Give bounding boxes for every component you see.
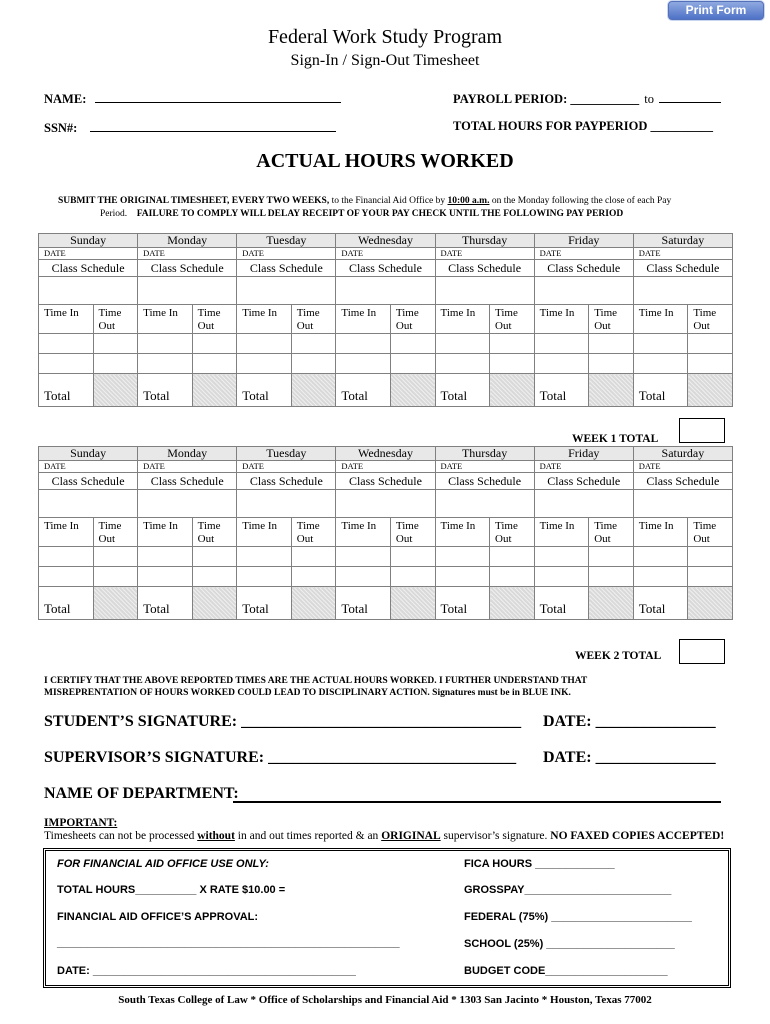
week2-time-out-input-tuesday[interactable] bbox=[291, 547, 336, 567]
important-text-3: supervisor’s signature. bbox=[440, 830, 551, 842]
school-field[interactable]: SCHOOL (25%) _____________________ bbox=[464, 938, 675, 950]
week2-total-input-monday[interactable] bbox=[192, 587, 237, 620]
supervisor-signature-field[interactable]: SUPERVISOR’S SIGNATURE: _______________________________ bbox=[44, 749, 517, 766]
payroll-end-input[interactable] bbox=[659, 90, 721, 103]
student-date-field[interactable]: DATE: _______________ bbox=[543, 713, 716, 730]
week2-time-in-input-sunday[interactable] bbox=[39, 547, 94, 567]
office-total-hours-field[interactable]: TOTAL HOURS__________ X RATE $10.00 = bbox=[57, 884, 286, 896]
week2-time-out-input-monday[interactable] bbox=[192, 547, 237, 567]
week1-day-sunday: Sunday bbox=[39, 234, 138, 248]
week1-time-in-input-sunday[interactable] bbox=[39, 354, 94, 374]
week1-date-sunday[interactable]: DATE bbox=[39, 248, 138, 260]
week2-time-in-input-friday[interactable] bbox=[534, 567, 589, 587]
week1-class-schedule-input-saturday[interactable] bbox=[633, 277, 732, 305]
week2-total-label-wednesday: Total bbox=[336, 587, 391, 620]
week2-class-schedule-input-tuesday[interactable] bbox=[237, 490, 336, 518]
week1-total-input-monday[interactable] bbox=[192, 374, 237, 407]
week2-time-in-input-friday[interactable] bbox=[534, 547, 589, 567]
week2-time-in-input-sunday[interactable] bbox=[39, 567, 94, 587]
week1-time-out-label-monday: Time Out bbox=[192, 305, 237, 334]
week2-time-out-input-sunday[interactable] bbox=[93, 547, 138, 567]
week1-time-in-input-tuesday[interactable] bbox=[237, 354, 292, 374]
week1-time-in-input-saturday[interactable] bbox=[633, 354, 688, 374]
week2-date-wednesday[interactable]: DATE bbox=[336, 461, 435, 473]
week2-time-out-input-wednesday[interactable] bbox=[390, 547, 435, 567]
week2-class-schedule-label-thursday: Class Schedule bbox=[435, 473, 534, 490]
week2-total-label-friday: Total bbox=[534, 587, 589, 620]
week2-time-in-label-monday: Time In bbox=[138, 518, 193, 547]
week1-time-in-label-sunday: Time In bbox=[39, 305, 94, 334]
week2-time-out-label-thursday: Time Out bbox=[490, 518, 535, 547]
week2-class-schedule-input-friday[interactable] bbox=[534, 490, 633, 518]
week2-time-in-input-thursday[interactable] bbox=[435, 567, 490, 587]
week1-total-label-friday: Total bbox=[534, 374, 589, 407]
week1-class-schedule-input-monday[interactable] bbox=[138, 277, 237, 305]
week1-time-in-label-friday: Time In bbox=[534, 305, 589, 334]
form-subtitle: Sign-In / Sign-Out Timesheet bbox=[290, 52, 480, 69]
week2-time-in-label-sunday: Time In bbox=[39, 518, 94, 547]
week2-time-in-input-thursday[interactable] bbox=[435, 547, 490, 567]
important-original: ORIGINAL bbox=[381, 830, 441, 842]
week2-time-out-label-sunday: Time Out bbox=[93, 518, 138, 547]
important-text-2: in and out times reported & an bbox=[234, 830, 382, 842]
week2-time-out-input-thursday[interactable] bbox=[490, 547, 535, 567]
instructions-deadline: 10:00 a.m. bbox=[447, 196, 490, 206]
week2-time-out-label-monday: Time Out bbox=[192, 518, 237, 547]
week1-total-input-thursday[interactable] bbox=[490, 374, 535, 407]
week1-time-out-label-thursday: Time Out bbox=[490, 305, 535, 334]
important-no-fax: NO FAXED COPIES ACCEPTED! bbox=[550, 830, 725, 842]
week2-time-in-input-wednesday[interactable] bbox=[336, 567, 391, 587]
name-input[interactable] bbox=[95, 90, 341, 103]
week2-total-label-monday: Total bbox=[138, 587, 193, 620]
week1-day-thursday: Thursday bbox=[435, 234, 534, 248]
week1-class-schedule-input-tuesday[interactable] bbox=[237, 277, 336, 305]
week2-date-tuesday[interactable]: DATE bbox=[237, 461, 336, 473]
week2-time-in-input-monday[interactable] bbox=[138, 547, 193, 567]
week1-time-out-input-saturday[interactable] bbox=[688, 334, 733, 354]
week-1-total-label: WEEK 1 TOTAL bbox=[572, 433, 659, 445]
form-title: Federal Work Study Program bbox=[267, 26, 503, 48]
week1-date-tuesday[interactable]: DATE bbox=[237, 248, 336, 260]
name-field bbox=[44, 90, 341, 107]
week1-day-saturday: Saturday bbox=[633, 234, 732, 248]
week1-total-label-wednesday: Total bbox=[336, 374, 391, 407]
certification-text bbox=[44, 675, 744, 699]
week2-time-out-input-monday[interactable] bbox=[192, 567, 237, 587]
week2-time-out-input-thursday[interactable] bbox=[490, 567, 535, 587]
week1-time-out-input-saturday[interactable] bbox=[688, 354, 733, 374]
week1-day-wednesday: Wednesday bbox=[336, 234, 435, 248]
important-without: without bbox=[197, 830, 235, 842]
week2-day-monday: Monday bbox=[138, 447, 237, 461]
week2-time-out-label-saturday: Time Out bbox=[688, 518, 733, 547]
payroll-period-label: PAYROLL PERIOD: ___________ bbox=[453, 92, 640, 106]
week2-time-out-label-wednesday: Time Out bbox=[390, 518, 435, 547]
week1-time-in-input-monday[interactable] bbox=[138, 354, 193, 374]
week1-day-friday: Friday bbox=[534, 234, 633, 248]
week1-time-out-input-monday[interactable] bbox=[192, 354, 237, 374]
week1-time-in-input-saturday[interactable] bbox=[633, 334, 688, 354]
week-2-table bbox=[38, 446, 733, 620]
week2-total-input-thursday[interactable] bbox=[490, 587, 535, 620]
week1-time-in-label-thursday: Time In bbox=[435, 305, 490, 334]
important-text-1: Timesheets can not be processed bbox=[44, 830, 198, 842]
week2-date-saturday[interactable]: DATE bbox=[633, 461, 732, 473]
week1-total-input-saturday[interactable] bbox=[688, 374, 733, 407]
week1-total-input-sunday[interactable] bbox=[93, 374, 138, 407]
budget-code-field[interactable]: BUDGET CODE____________________ bbox=[464, 965, 668, 977]
week1-time-out-input-sunday[interactable] bbox=[93, 354, 138, 374]
week2-class-schedule-label-wednesday: Class Schedule bbox=[336, 473, 435, 490]
week2-date-sunday[interactable]: DATE bbox=[39, 461, 138, 473]
week1-class-schedule-label-thursday: Class Schedule bbox=[435, 260, 534, 277]
week1-date-monday[interactable]: DATE bbox=[138, 248, 237, 260]
instructions-bold-1: SUBMIT THE ORIGINAL TIMESHEET, EVERY TWO WEEKS, bbox=[58, 196, 330, 206]
week1-day-monday: Monday bbox=[138, 234, 237, 248]
week1-class-schedule-input-friday[interactable] bbox=[534, 277, 633, 305]
week2-class-schedule-label-saturday: Class Schedule bbox=[633, 473, 732, 490]
week1-class-schedule-input-thursday[interactable] bbox=[435, 277, 534, 305]
week1-time-out-label-tuesday: Time Out bbox=[291, 305, 336, 334]
week1-class-schedule-label-wednesday: Class Schedule bbox=[336, 260, 435, 277]
week1-time-out-input-thursday[interactable] bbox=[490, 334, 535, 354]
ssn-input[interactable] bbox=[90, 119, 336, 132]
week1-time-out-input-friday[interactable] bbox=[589, 354, 634, 374]
week2-total-input-saturday[interactable] bbox=[688, 587, 733, 620]
week1-time-in-input-wednesday[interactable] bbox=[336, 354, 391, 374]
week2-total-input-friday[interactable] bbox=[589, 587, 634, 620]
grosspay-field[interactable]: GROSSPAY________________________ bbox=[464, 884, 672, 896]
week1-class-schedule-label-friday: Class Schedule bbox=[534, 260, 633, 277]
week1-total-label-monday: Total bbox=[138, 374, 193, 407]
week1-time-in-input-thursday[interactable] bbox=[435, 334, 490, 354]
footer-address: South Texas College of Law * Office of Scholarships and Financial Aid * 1303 San Jacinto * Houston, Texas 77002 bbox=[118, 994, 652, 1006]
week2-class-schedule-label-tuesday: Class Schedule bbox=[237, 473, 336, 490]
week1-time-out-input-thursday[interactable] bbox=[490, 354, 535, 374]
payroll-period-field[interactable] bbox=[453, 90, 721, 107]
print-form-button[interactable]: Print Form bbox=[668, 1, 764, 20]
student-signature-field[interactable]: STUDENT’S SIGNATURE: ___________________________________ bbox=[44, 713, 522, 730]
week2-class-schedule-input-thursday[interactable] bbox=[435, 490, 534, 518]
week1-time-in-label-wednesday: Time In bbox=[336, 305, 391, 334]
week1-time-out-label-saturday: Time Out bbox=[688, 305, 733, 334]
week2-date-monday[interactable]: DATE bbox=[138, 461, 237, 473]
week2-day-wednesday: Wednesday bbox=[336, 447, 435, 461]
week-2-total-label: WEEK 2 TOTAL bbox=[575, 650, 662, 662]
week2-time-in-label-tuesday: Time In bbox=[237, 518, 292, 547]
office-approval-line[interactable]: ________________________________________________________ bbox=[57, 937, 400, 949]
week2-time-in-input-monday[interactable] bbox=[138, 567, 193, 587]
week1-time-in-input-thursday[interactable] bbox=[435, 354, 490, 374]
office-use-title: FOR FINANCIAL AID OFFICE USE ONLY: bbox=[57, 858, 269, 870]
week1-time-in-input-friday[interactable] bbox=[534, 354, 589, 374]
week2-total-input-tuesday[interactable] bbox=[291, 587, 336, 620]
week2-time-in-input-tuesday[interactable] bbox=[237, 547, 292, 567]
week1-time-in-input-sunday[interactable] bbox=[39, 334, 94, 354]
actual-hours-heading: ACTUAL HOURS WORKED bbox=[256, 150, 514, 172]
week2-time-out-input-friday[interactable] bbox=[589, 547, 634, 567]
week1-time-out-label-wednesday: Time Out bbox=[390, 305, 435, 334]
week2-time-out-input-saturday[interactable] bbox=[688, 547, 733, 567]
certification-line-1: I CERTIFY THAT THE ABOVE REPORTED TIMES ARE THE ACTUAL HOURS WORKED. I FURTHER UNDERSTAND THAT bbox=[44, 676, 588, 686]
week2-time-in-label-friday: Time In bbox=[534, 518, 589, 547]
week2-class-schedule-label-monday: Class Schedule bbox=[138, 473, 237, 490]
week-2-total-input[interactable] bbox=[679, 639, 725, 664]
week2-time-in-label-saturday: Time In bbox=[633, 518, 688, 547]
week1-total-label-thursday: Total bbox=[435, 374, 490, 407]
week1-total-label-sunday: Total bbox=[39, 374, 94, 407]
total-hours-payperiod-field[interactable]: TOTAL HOURS FOR PAYPERIOD __________ bbox=[453, 119, 713, 133]
week2-time-out-input-friday[interactable] bbox=[589, 567, 634, 587]
week2-time-in-input-saturday[interactable] bbox=[633, 567, 688, 587]
week1-class-schedule-label-sunday: Class Schedule bbox=[39, 260, 138, 277]
week1-time-out-label-sunday: Time Out bbox=[93, 305, 138, 334]
week2-time-in-label-wednesday: Time In bbox=[336, 518, 391, 547]
week1-time-out-input-tuesday[interactable] bbox=[291, 334, 336, 354]
instructions-line-2 bbox=[100, 209, 740, 219]
week1-class-schedule-label-tuesday: Class Schedule bbox=[237, 260, 336, 277]
ssn-field bbox=[44, 119, 336, 136]
week1-time-out-input-wednesday[interactable] bbox=[390, 334, 435, 354]
week2-class-schedule-label-friday: Class Schedule bbox=[534, 473, 633, 490]
week1-time-in-label-tuesday: Time In bbox=[237, 305, 292, 334]
week1-date-saturday[interactable]: DATE bbox=[633, 248, 732, 260]
week2-time-out-label-friday: Time Out bbox=[589, 518, 634, 547]
week1-class-schedule-input-sunday[interactable] bbox=[39, 277, 138, 305]
instructions-warning: FAILURE TO COMPLY WILL DELAY RECEIPT OF YOUR PAY CHECK UNTIL THE FOLLOWING PAY PERIOD bbox=[136, 209, 624, 219]
week2-day-saturday: Saturday bbox=[633, 447, 732, 461]
week2-day-sunday: Sunday bbox=[39, 447, 138, 461]
week2-time-out-label-tuesday: Time Out bbox=[291, 518, 336, 547]
week1-time-in-label-monday: Time In bbox=[138, 305, 193, 334]
supervisor-date-field[interactable]: DATE: _______________ bbox=[543, 749, 716, 766]
week2-total-label-saturday: Total bbox=[633, 587, 688, 620]
week1-time-in-label-saturday: Time In bbox=[633, 305, 688, 334]
week2-day-thursday: Thursday bbox=[435, 447, 534, 461]
week1-date-friday[interactable]: DATE bbox=[534, 248, 633, 260]
certification-line-2: MISREPRENTATION OF HOURS WORKED COULD LEAD TO DISCIPLINARY ACTION. Signatures must be in BLUE INK. bbox=[44, 688, 571, 698]
week1-total-label-tuesday: Total bbox=[237, 374, 292, 407]
important-label: IMPORTANT: bbox=[44, 817, 118, 829]
week2-time-in-input-wednesday[interactable] bbox=[336, 547, 391, 567]
payroll-to-label: to bbox=[644, 92, 654, 106]
fica-hours-field[interactable]: FICA HOURS _____________ bbox=[464, 858, 615, 870]
office-date-field[interactable]: DATE: ___________________________________________ bbox=[57, 965, 356, 977]
week2-class-schedule-label-sunday: Class Schedule bbox=[39, 473, 138, 490]
week1-total-label-saturday: Total bbox=[633, 374, 688, 407]
instructions-text-2: on the Monday following the close of each Pay bbox=[489, 196, 672, 206]
week1-total-input-tuesday[interactable] bbox=[291, 374, 336, 407]
important-text bbox=[44, 830, 744, 842]
week2-time-in-label-thursday: Time In bbox=[435, 518, 490, 547]
week1-time-in-input-friday[interactable] bbox=[534, 334, 589, 354]
department-input[interactable] bbox=[233, 801, 721, 803]
ssn-label: SSN#: bbox=[44, 121, 78, 135]
week2-time-out-input-wednesday[interactable] bbox=[390, 567, 435, 587]
week2-total-label-tuesday: Total bbox=[237, 587, 292, 620]
week2-date-thursday[interactable]: DATE bbox=[435, 461, 534, 473]
week1-time-in-input-tuesday[interactable] bbox=[237, 334, 292, 354]
week1-total-input-wednesday[interactable] bbox=[390, 374, 435, 407]
week2-class-schedule-input-wednesday[interactable] bbox=[336, 490, 435, 518]
federal-field[interactable]: FEDERAL (75%) _______________________ bbox=[464, 911, 692, 923]
week2-time-out-input-sunday[interactable] bbox=[93, 567, 138, 587]
week1-time-out-input-friday[interactable] bbox=[589, 334, 634, 354]
name-label: NAME: bbox=[44, 92, 87, 106]
week2-total-label-thursday: Total bbox=[435, 587, 490, 620]
week1-time-in-input-monday[interactable] bbox=[138, 334, 193, 354]
week2-class-schedule-input-sunday[interactable] bbox=[39, 490, 138, 518]
week2-time-out-input-tuesday[interactable] bbox=[291, 567, 336, 587]
week1-total-input-friday[interactable] bbox=[589, 374, 634, 407]
office-approval-label: FINANCIAL AID OFFICE’S APPROVAL: bbox=[57, 911, 259, 923]
week2-class-schedule-input-monday[interactable] bbox=[138, 490, 237, 518]
week1-day-tuesday: Tuesday bbox=[237, 234, 336, 248]
week1-class-schedule-label-monday: Class Schedule bbox=[138, 260, 237, 277]
instructions-text-3: Period. bbox=[100, 209, 128, 219]
week1-time-out-label-friday: Time Out bbox=[589, 305, 634, 334]
week2-time-in-input-tuesday[interactable] bbox=[237, 567, 292, 587]
week1-time-out-input-sunday[interactable] bbox=[93, 334, 138, 354]
week2-total-input-wednesday[interactable] bbox=[390, 587, 435, 620]
week2-total-label-sunday: Total bbox=[39, 587, 94, 620]
week1-time-out-input-wednesday[interactable] bbox=[390, 354, 435, 374]
instructions-text-1: to the Financial Aid Office by bbox=[329, 196, 448, 206]
week2-time-out-input-saturday[interactable] bbox=[688, 567, 733, 587]
week1-time-out-input-tuesday[interactable] bbox=[291, 354, 336, 374]
week1-time-out-input-monday[interactable] bbox=[192, 334, 237, 354]
week2-class-schedule-input-saturday[interactable] bbox=[633, 490, 732, 518]
week1-date-thursday[interactable]: DATE bbox=[435, 248, 534, 260]
week1-class-schedule-label-saturday: Class Schedule bbox=[633, 260, 732, 277]
department-label: NAME OF DEPARTMENT: bbox=[44, 785, 239, 802]
week-1-total-input[interactable] bbox=[679, 418, 725, 443]
week1-time-in-input-wednesday[interactable] bbox=[336, 334, 391, 354]
week-1-table bbox=[38, 233, 733, 407]
week2-time-in-input-saturday[interactable] bbox=[633, 547, 688, 567]
week2-date-friday[interactable]: DATE bbox=[534, 461, 633, 473]
week1-class-schedule-input-wednesday[interactable] bbox=[336, 277, 435, 305]
week2-day-tuesday: Tuesday bbox=[237, 447, 336, 461]
week2-day-friday: Friday bbox=[534, 447, 633, 461]
week1-date-wednesday[interactable]: DATE bbox=[336, 248, 435, 260]
instructions-line-1 bbox=[58, 196, 738, 206]
week2-total-input-sunday[interactable] bbox=[93, 587, 138, 620]
